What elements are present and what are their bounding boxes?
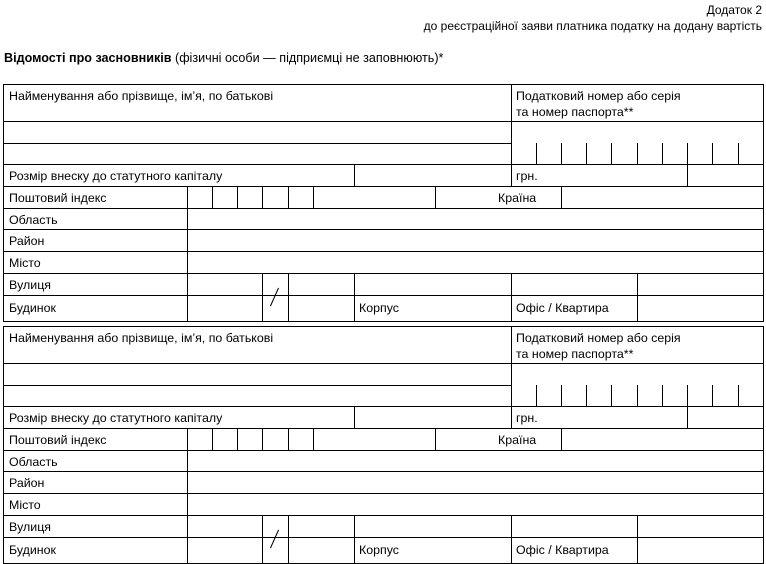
tax-number-label-2: та номер паспорта** bbox=[516, 105, 634, 119]
building-field[interactable] bbox=[188, 296, 353, 321]
office-label: Офіс / Квартира bbox=[516, 301, 609, 315]
tax-number-field[interactable] bbox=[512, 122, 763, 164]
city-label: Місто bbox=[9, 256, 41, 270]
office-label: Офіс / Квартира bbox=[516, 543, 609, 557]
currency-label: грн. bbox=[516, 169, 538, 183]
appendix-number: Додаток 2 bbox=[706, 3, 762, 17]
contribution-label: Розмір внеску до статутного капіталу bbox=[9, 411, 223, 425]
contribution-field[interactable] bbox=[355, 407, 510, 427]
city-label: Місто bbox=[9, 498, 41, 512]
region-field[interactable] bbox=[188, 451, 763, 470]
korpus-label: Корпус bbox=[359, 301, 399, 315]
region-field[interactable] bbox=[188, 209, 763, 228]
currency-label: грн. bbox=[516, 411, 538, 425]
tax-number-label: Податковий номер або серія bbox=[516, 331, 681, 345]
column-divider bbox=[435, 186, 436, 208]
country-label: Країна bbox=[498, 433, 537, 447]
appendix-caption: до реєстраційної заяви платника податку на додану вартість bbox=[423, 19, 762, 33]
street-label: Вулиця bbox=[9, 520, 52, 534]
postal-code-label: Поштовий індекс bbox=[9, 191, 107, 205]
column-divider bbox=[687, 164, 688, 186]
tax-number-label: Податковий номер або серія bbox=[516, 89, 681, 103]
contribution-label: Розмір внеску до статутного капіталу bbox=[9, 169, 223, 183]
postal-code-field[interactable] bbox=[188, 187, 434, 207]
street-label: Вулиця bbox=[9, 278, 52, 292]
street-field[interactable] bbox=[188, 516, 763, 536]
district-label: Район bbox=[9, 476, 45, 490]
name-field[interactable] bbox=[4, 122, 510, 164]
office-field[interactable] bbox=[638, 296, 763, 321]
country-label: Країна bbox=[498, 191, 537, 205]
tax-number-label-2: та номер паспорта** bbox=[516, 347, 634, 361]
postal-code-label: Поштовий індекс bbox=[9, 433, 107, 447]
office-field[interactable] bbox=[638, 538, 763, 563]
street-field[interactable] bbox=[188, 274, 763, 294]
building-label: Будинок bbox=[9, 301, 56, 315]
name-field[interactable] bbox=[4, 364, 510, 406]
building-field[interactable] bbox=[188, 538, 353, 563]
column-divider bbox=[687, 406, 688, 428]
district-field[interactable] bbox=[188, 472, 763, 492]
korpus-field[interactable] bbox=[412, 538, 510, 563]
postal-code-field[interactable] bbox=[188, 429, 434, 449]
section-title-bold: Відомості про засновників bbox=[4, 51, 172, 65]
city-field[interactable] bbox=[188, 252, 763, 272]
column-divider bbox=[435, 428, 436, 450]
region-label: Область bbox=[9, 455, 58, 469]
section-title-note: (фізичні особи — підприємці не заповнюють)* bbox=[171, 51, 444, 65]
city-field[interactable] bbox=[188, 494, 763, 514]
region-label: Область bbox=[9, 213, 58, 227]
section-title bbox=[4, 51, 443, 65]
building-label: Будинок bbox=[9, 543, 56, 557]
name-label: Найменування або прізвище, ім’я, по батькові bbox=[9, 89, 274, 103]
contribution-field[interactable] bbox=[355, 165, 510, 185]
name-label: Найменування або прізвище, ім’я, по батькові bbox=[9, 331, 274, 345]
district-label: Район bbox=[9, 234, 45, 248]
korpus-field[interactable] bbox=[412, 296, 510, 321]
country-field[interactable] bbox=[562, 429, 763, 449]
korpus-label: Корпус bbox=[359, 543, 399, 557]
tax-number-field[interactable] bbox=[512, 364, 763, 406]
country-field[interactable] bbox=[562, 187, 763, 207]
district-field[interactable] bbox=[188, 230, 763, 250]
